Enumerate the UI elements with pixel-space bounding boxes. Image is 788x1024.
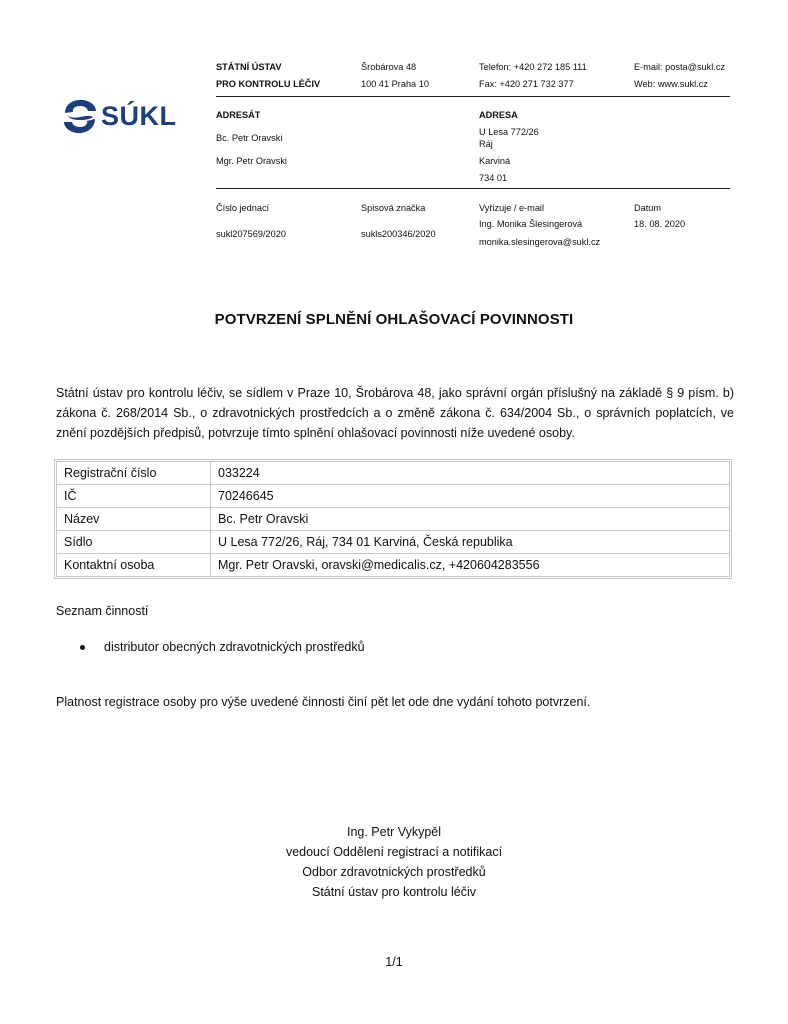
table-value: U Lesa 772/26, Ráj, 734 01 Karviná, Česká republika <box>211 531 730 554</box>
org-email[interactable]: E-mail: posta@sukl.cz <box>634 62 726 72</box>
cj-value: sukl207569/2020 <box>216 229 286 239</box>
org-street: Šrobárova 48 <box>361 62 417 72</box>
bullet-icon <box>80 645 85 650</box>
activities-label: Seznam činností <box>56 604 149 618</box>
sukl-emblem-icon <box>61 97 99 137</box>
document-title: POTVRZENÍ SPLNĚNÍ OHLAŠOVACÍ POVINNOSTI <box>214 311 574 328</box>
table-label: Název <box>57 508 211 531</box>
table-value: Bc. Petr Oravski <box>211 508 730 531</box>
vyrizuje-name: Ing. Monika Šlesingerová <box>479 219 583 229</box>
table-label: Kontaktní osoba <box>57 554 211 577</box>
activity-item: distributor obecných zdravotnických prostředků <box>104 640 365 654</box>
table-row <box>57 554 730 577</box>
sz-value: sukls200346/2020 <box>361 229 436 239</box>
table-label: Registrační číslo <box>57 462 211 485</box>
adresa-label: ADRESA <box>479 110 518 120</box>
org-fax: Fax: +420 271 732 377 <box>479 79 574 89</box>
vyrizuje-label: Vyřizuje / e-mail <box>479 203 545 213</box>
validity-statement: Platnost registrace osoby pro výše uvedené činnosti činí pět let ode dne vydání tohoto potvrzení. <box>56 695 591 709</box>
signer-name: Ing. Petr Vykypěl <box>346 825 442 839</box>
header-divider <box>216 96 730 97</box>
adresat-line: Mgr. Petr Oravski <box>216 156 287 166</box>
intro-paragraph: Státní ústav pro kontrolu léčiv, se sídlem v Praze 10, Šrobárova 48, jako správní orgán příslušný na základě § 9 písm. b) zákona č. 268/2014 Sb., o zdravotnických prostředcích a o změně zákona č. 634/2004 Sb., o správních poplatcích, ve znění pozdějších předpisů, potvrzuje tímto splnění ohlašovací povinnosti níže uvedené osoby. <box>56 386 734 440</box>
table-row <box>57 531 730 554</box>
registration-table <box>56 461 730 577</box>
datum-value: 18. 08. 2020 <box>634 219 686 229</box>
org-name-line2: PRO KONTROLU LÉČIV <box>216 79 321 89</box>
org-phone: Telefon: +420 272 185 111 <box>479 62 587 72</box>
adresa-line: U Lesa 772/26 <box>479 127 539 137</box>
adresa-line: 734 01 <box>479 173 508 183</box>
signer-institution: Státní ústav pro kontrolu léčiv <box>312 885 476 899</box>
vyrizuje-email[interactable]: monika.slesingerova@sukl.cz <box>479 237 601 247</box>
table-value: 033224 <box>211 462 730 485</box>
signature-block <box>0 822 788 902</box>
table-label: Sídlo <box>57 531 211 554</box>
cj-label: Číslo jednací <box>216 203 270 213</box>
org-name-line1: STÁTNÍ ÚSTAV <box>216 62 282 72</box>
table-value: 70246645 <box>211 485 730 508</box>
page-number: 1/1 <box>385 955 403 969</box>
logo-text: SÚKL <box>101 101 177 131</box>
org-city: 100 41 Praha 10 <box>361 79 429 89</box>
adresa-line: Ráj <box>479 139 493 149</box>
adresat-label: ADRESÁT <box>216 110 261 120</box>
signer-department: Odbor zdravotnických prostředků <box>302 865 486 879</box>
adresat-line: Bc. Petr Oravski <box>216 133 283 143</box>
org-web[interactable]: Web: www.sukl.cz <box>634 79 708 89</box>
recipient-divider <box>216 188 730 189</box>
signer-position: vedoucí Oddělení registrací a notifikací <box>285 845 503 859</box>
table-row <box>57 485 730 508</box>
sz-label: Spisová značka <box>361 203 426 213</box>
table-row <box>57 462 730 485</box>
adresa-line: Karviná <box>479 156 511 166</box>
sukl-logo <box>61 95 196 137</box>
table-label: IČ <box>57 485 211 508</box>
table-value: Mgr. Petr Oravski, oravski@medicalis.cz, +420604283556 <box>211 554 730 577</box>
datum-label: Datum <box>634 203 662 213</box>
table-row <box>57 508 730 531</box>
